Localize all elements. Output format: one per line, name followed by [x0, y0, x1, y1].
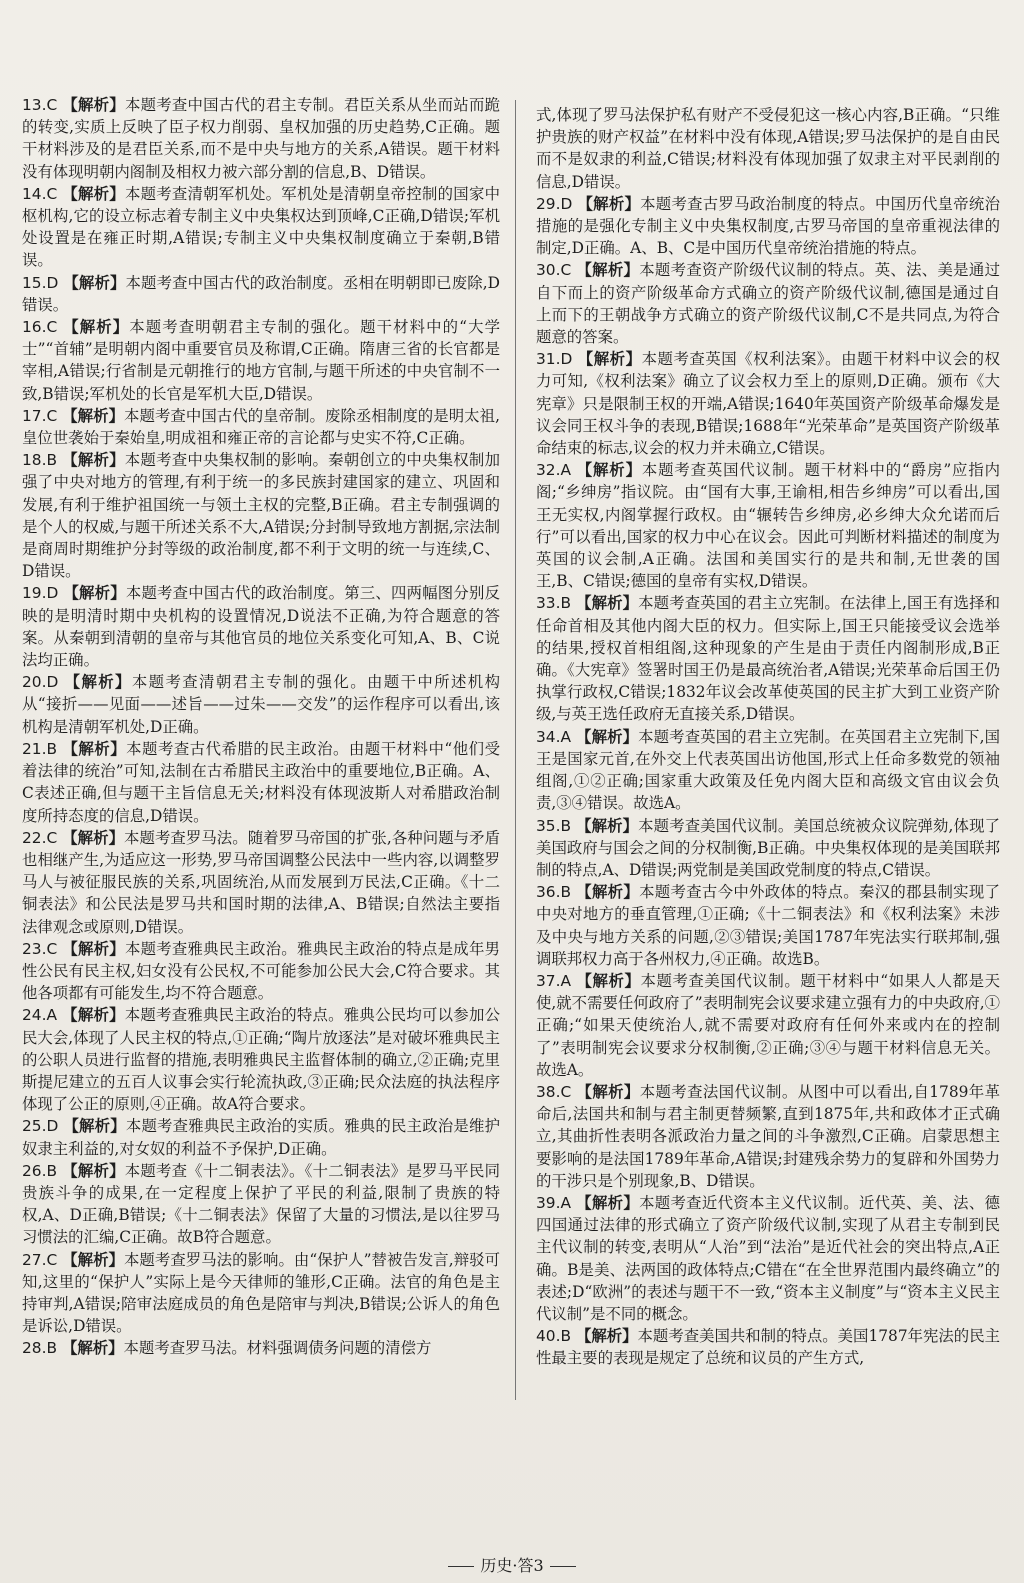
analysis-text: 本题考查雅典民主政治的实质。雅典的民主政治是维护奴隶主利益的,对女奴的利益不予保护,D正确。: [22, 1117, 500, 1158]
answer-entry: [536, 459, 1000, 592]
page-footer: [0, 1553, 1024, 1576]
analysis-text: 本题考查中国古代的君主专制。君臣关系从坐而站而跪的转变,实质上反映了臣子权力削弱、皇权加强的历史趋势,C正确。题干材料涉及的是君臣关系,而不是中央与地方的关系,A错误。题干材料没有体现明朝内阁制及相权力被六部分割的信息,B、D错误。: [22, 96, 500, 181]
answer-entry: [22, 405, 500, 449]
answer-entry: [536, 1192, 1000, 1325]
answer-entry: [536, 1325, 1000, 1369]
answer-entry: [22, 671, 500, 738]
answer-entry: [536, 592, 1000, 725]
question-number: 29.D: [536, 194, 573, 213]
answer-entry: [536, 970, 1000, 1081]
analysis-text: 本题考查古代希腊的民主政治。由题干材料中“他们受着法律的统治”可知,法制在古希腊民主政治中的重要地位,B正确。A、C表述正确,但与题干主旨信息无关;材料没有体现波斯人对希腊政治制度所持态度的信息,D错误。: [22, 739, 500, 825]
analysis-text: 本题考查英国代议制。题干材料中的“爵房”应指内阁;“乡绅房”指议院。由“国有大事,王谕相,相告乡绅房”可以看出,国王无实权,内阁掌握行政权。由“辗转告乡绅房,必乡绅大众允诺而后行”可以看出,国家的权力中心在议会。因此可判断材料描述的制度为英国的议会制,A正确。法国和美国实行的是共和制,无世袭的国王,B、C错误;德国的皇帝有实权,D错误。: [536, 461, 1000, 591]
analysis-text: 本题考查近代资本主义代议制。近代英、美、法、德四国通过法律的形式确立了资产阶级代议制,实现了从君主专制到民主代议制的转变,表明从“人治”到“法治”是近代社会的突出特点,A正确。B是美、法两国的政体特点;C错在“在全世界范围内最终确立”的表述;D“欧洲”的表述与题干不一致,“资本主义制度”与“资本主义民主代议制”是不同的概念。: [536, 1193, 1000, 1323]
analysis-text: 本题考查法国代议制。从图中可以看出,自1789年革命后,法国共和制与君主制更替频繁,直到1875年,共和政体才正式确立,其曲折性表明各派政治力量之间的斗争激烈,C正确。启蒙思想主要影响的是法国1789年革命,A错误;封建残余势力的复辟和外国势力的干涉只是个别现象,B、D错误。: [536, 1082, 1000, 1190]
question-number: 16.C: [22, 318, 58, 337]
analysis-text: 本题考查雅典民主政治的特点。雅典公民均可以参加公民大会,体现了人民主权的特点,①正确;“陶片放逐法”是对破坏雅典民主的公职人员进行监督的措施,表明雅典民主监督体制的确立,②正确;克里斯提尼建立的五百人议事会实行轮流执政,③正确;民众法庭的执法程序体现了公正的原则,④正确。故A符合要求。: [22, 1006, 500, 1114]
left-column: [22, 94, 500, 1360]
analysis-text: 本题考查雅典民主政治。雅典民主政治的特点是成年男性公民有民主权,妇女没有公民权,不可能参加公民大会,C符合要求。其他各项都有可能发生,均不符合题意。: [22, 939, 500, 1003]
analysis-tag: 【解析】: [576, 727, 639, 746]
question-number: 34.A: [536, 727, 572, 746]
question-number: 13.C: [22, 96, 58, 114]
analysis-tag: 【解析】: [61, 1339, 124, 1358]
answer-entry: [536, 259, 1000, 348]
question-number: 38.C: [536, 1082, 572, 1101]
answer-entry: [22, 1004, 500, 1115]
analysis-text: 本题考查中央集权制的影响。秦朝创立的中央集权制加强了中央对地方的管理,有利于统一的多民族封建国家的建立、巩固和发展,有利于维护祖国统一与领土主权的完整,B正确。君主专制强调的是个人的权威,与题干所述关系不大,A错误;分封制导致地方割据,宗法制是商周时期维护分封等级的政治制度,都不利于文明的统一与连续,C、D错误。: [22, 451, 500, 581]
analysis-tag: 【解析】: [62, 1006, 125, 1025]
question-number: 36.B: [536, 883, 572, 902]
answer-entry: [22, 1249, 500, 1338]
analysis-tag: 【解析】: [62, 939, 125, 958]
question-number: 20.D: [22, 673, 59, 692]
question-number: 18.B: [22, 451, 58, 470]
analysis-text: 本题考查资产阶级代议制的特点。英、法、美是通过自下而上的资产阶级革命方式确立的资产阶级代议制,德国是通过自上而下的王朝战争方式确立的资产阶级代议制,C不是共同点,为符合题意的答案。: [536, 261, 1000, 347]
analysis-tag: 【解析】: [63, 273, 126, 292]
analysis-tag: 【解析】: [63, 318, 130, 337]
analysis-text: 式,体现了罗马法保护私有财产不受侵犯这一核心内容,B正确。“只维护贵族的财产权益”在材料中没有体现,A错误;罗马法保护的是自由民而不是奴隶的利益,C错误;材料没有体现加强了奴隶主对平民剥削的信息,D错误。: [536, 106, 1000, 191]
analysis-text: 本题考查罗马法。随着罗马帝国的扩张,各种问题与矛盾也相继产生,为适应这一形势,罗马帝国调整公民法中一些内容,以调整罗马人与被征服民族的关系,巩固统治,从而发展到万民法,C正确。《十二铜表法》和公民法是罗马共和国时期的法律,A、B错误;自然法主要指法律观念或原则,D错误。: [22, 828, 500, 936]
analysis-tag: 【解析】: [576, 1193, 640, 1212]
analysis-text: 本题考查英国的君主立宪制。在法律上,国王有选择和任命首相及其他内阁大臣的权力。但实际上,国王只能接受议会选举的结果,授权首相组阁,这种现象的产生是由于责任内阁制形成,B正确。《大宪章》签署时国王仍是最高统治者,A错误;光荣革命后国王仍执掌行政权,C错误;1832年议会改革使英国的民主扩大到工业资产阶级,与英王选任政府无直接关系,D错误。: [536, 594, 1000, 724]
analysis-text: 本题考查《十二铜表法》。《十二铜表法》是罗马平民同贵族斗争的成果,在一定程度上保护了平民的利益,限制了贵族的特权,A、D正确,B错误;《十二铜表法》保留了大量的习惯法,是以往罗马习惯法的汇编,C正确。故B符合题意。: [22, 1161, 500, 1247]
question-number: 25.D: [22, 1117, 59, 1136]
footer-label: 历史·答3: [480, 1556, 544, 1575]
analysis-tag: 【解析】: [62, 406, 125, 425]
question-number: 30.C: [536, 261, 572, 280]
question-number: 15.D: [22, 273, 59, 292]
answer-entry: [22, 316, 500, 405]
analysis-text: 本题考查清朝军机处。军机处是清朝皇帝控制的国家中枢机构,它的设立标志着专制主义中央集权达到顶峰,C正确,D错误;军机处设置是在雍正时期,A错误;专制主义中央集权制度确立于秦朝,B错误。: [22, 184, 500, 270]
question-number: 28.B: [22, 1339, 58, 1358]
analysis-tag: 【解析】: [62, 1250, 124, 1269]
question-number: 17.C: [22, 406, 58, 425]
question-number: 40.B: [536, 1327, 572, 1346]
answer-entry: [22, 94, 500, 183]
answer-entry: [22, 449, 500, 582]
analysis-tag: 【解析】: [576, 1082, 640, 1101]
question-number: 22.C: [22, 828, 58, 847]
question-number: 32.A: [536, 461, 572, 480]
answer-entry: [536, 348, 1000, 459]
analysis-tag: 【解析】: [575, 1327, 638, 1346]
answer-entry: [536, 726, 1000, 815]
analysis-tag: 【解析】: [63, 1117, 126, 1136]
answer-entry: [22, 1115, 500, 1159]
analysis-tag: 【解析】: [62, 96, 125, 114]
analysis-text: 本题考查罗马法。材料强调债务问题的清偿方: [123, 1339, 432, 1358]
answer-entry: [22, 582, 500, 671]
analysis-tag: 【解析】: [577, 350, 642, 369]
question-number: 31.D: [536, 350, 573, 369]
answer-entry: [22, 738, 500, 827]
answer-entry: [536, 881, 1000, 970]
question-number: 35.B: [536, 816, 572, 835]
analysis-tag: 【解析】: [576, 461, 642, 480]
analysis-tag: 【解析】: [577, 194, 641, 213]
analysis-tag: 【解析】: [576, 971, 641, 990]
question-number: 39.A: [536, 1193, 572, 1212]
footer-dash-left: [448, 1566, 474, 1567]
question-number: 23.C: [22, 939, 58, 958]
answer-entry: [22, 827, 500, 938]
question-number: 24.A: [22, 1006, 58, 1025]
answer-entry: [22, 1337, 500, 1359]
analysis-tag: 【解析】: [62, 451, 125, 470]
question-number: 19.D: [22, 584, 59, 603]
analysis-tag: 【解析】: [62, 739, 127, 758]
analysis-text: 本题考查美国共和制的特点。美国1787年宪法的民主性最主要的表现是规定了总统和议员的产生方式,: [536, 1327, 1000, 1368]
analysis-tag: 【解析】: [576, 883, 640, 902]
column-divider: [515, 100, 516, 1400]
answer-entry: [22, 272, 500, 316]
question-number: 33.B: [536, 594, 572, 613]
answer-entry: [22, 183, 500, 272]
question-number: 21.B: [22, 739, 58, 758]
analysis-tag: 【解析】: [62, 1161, 125, 1180]
question-number: 27.C: [22, 1250, 58, 1269]
analysis-text: 本题考查古罗马政治制度的特点。中国历代皇帝统治措施的是强化专制主义中央集权制度,古罗马帝国的皇帝重视法律的制定,D正确。A、B、C是中国历代皇帝统治措施的特点。: [536, 194, 1000, 258]
analysis-text: 本题考查清朝君主专制的强化。由题干中所述机构从“接折——见面——述旨——过朱——交发”的运作程序可以看出,该机构是清朝军机处,D正确。: [22, 673, 500, 736]
analysis-tag: 【解析】: [64, 673, 132, 692]
analysis-tag: 【解析】: [576, 816, 639, 835]
analysis-text: 本题考查英国《权利法案》。由题干材料中议会的权力可知,《权利法案》确立了议会权力至上的原则,D正确。颁布《大宪章》只是限制王权的开端,A错误;1640年英国资产阶级革命爆发是议会同王权斗争的表现,B错误;1688年“光荣革命”是英国资产阶级革命结束的标志,议会的权力并未确立,C错误。: [536, 350, 1000, 458]
answer-entry: [536, 104, 1000, 193]
analysis-tag: 【解析】: [63, 584, 126, 603]
footer-dash-right: [550, 1566, 576, 1567]
analysis-text: 本题考查中国古代的皇帝制。废除丞相制度的是明太祖,皇位世袭始于秦始皇,明成祖和雍正帝的言论都与史实不符,C正确。: [22, 406, 500, 448]
answer-entry: [536, 815, 1000, 882]
analysis-text: 本题考查英国的君主立宪制。在英国君主立宪制下,国王是国家元首,在外交上代表英国出访他国,形式上任命多数党的领袖组阁,①②正确;国家重大政策及任免内阁大臣和高级文官由议会负责,③④错误。故选A。: [536, 727, 1000, 813]
question-number: 37.A: [536, 971, 572, 990]
analysis-text: 本题考查中国古代的政治制度。第三、四两幅图分别反映的是明清时期中央机构的设置情况,D说法不正确,为符合题意的答案。从秦朝到清朝的皇帝与其他官员的地位关系变化可知,A、B、C说法均正确。: [22, 584, 500, 670]
analysis-text: 本题考查中国古代的政治制度。丞相在明朝即已废除,D错误。: [22, 273, 500, 314]
analysis-text: 本题考查美国代议制。题干材料中“如果人人都是天使,就不需要任何政府了”表明制宪会议要求建立强有力的中央政府,①正确;“如果天使统治人,就不需要对政府有任何外来或内在的控制了”表明制宪会议要求分权制衡,②正确;③④与题干材料信息无关。故选A。: [536, 971, 1000, 1079]
analysis-text: 本题考查美国代议制。美国总统被众议院弹劾,体现了美国政府与国会之间的分权制衡,B正确。中央集权体现的是美国联邦制的特点,A、D错误;两党制是美国政党制度的特点,C错误。: [536, 816, 1000, 879]
analysis-tag: 【解析】: [576, 594, 639, 613]
analysis-text: 本题考查明朝君主专制的强化。题干材料中的“大学士”“首辅”是明朝内阁中重要官员及称谓,C正确。隋唐三省的长官都是宰相,A错误;行省制是元朝推行的地方官制,与题干所述的中央官制不一致,B错误;军机处的长官是军机大臣,D错误。: [22, 318, 500, 403]
question-number: 26.B: [22, 1161, 58, 1180]
answer-entry: [22, 1160, 500, 1249]
question-number: 14.C: [22, 184, 58, 203]
analysis-text: 本题考查罗马法的影响。由“保护人”替被告发言,辩驳可知,这里的“保护人”实际上是今天律师的雏形,C正确。法官的角色是主持审判,A错误;陪审法庭成员的角色是陪审与判决,B错误;公诉人的角色是诉讼,D错误。: [22, 1250, 500, 1336]
analysis-tag: 【解析】: [576, 261, 640, 280]
analysis-text: 本题考查古今中外政体的特点。秦汉的郡县制实现了中央对地方的垂直管理,①正确;《十二铜表法》和《权利法案》未涉及中央与地方关系的问题,②③错误;美国1787年宪法实行联邦制,强调联邦权力高于各州权力,④正确。故选B。: [536, 883, 1000, 968]
answer-entry: [536, 193, 1000, 260]
right-column: [536, 104, 1000, 1370]
analysis-tag: 【解析】: [62, 184, 125, 203]
answer-entry: [536, 1081, 1000, 1192]
answer-entry: [22, 938, 500, 1005]
analysis-tag: 【解析】: [62, 828, 125, 847]
